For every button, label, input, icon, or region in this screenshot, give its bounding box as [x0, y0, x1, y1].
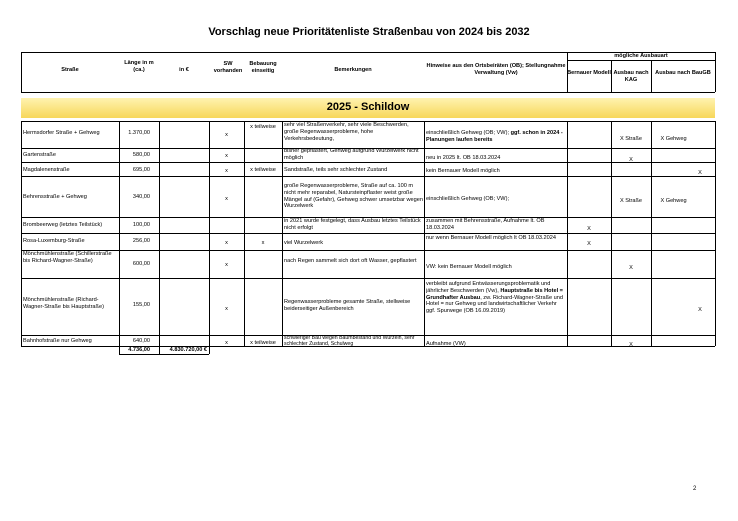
- col-header-bernauer: Bernauer Modell: [567, 70, 611, 76]
- cell-hinweise: VW: kein Bernauer Modell möglich: [426, 264, 512, 270]
- grid-vline: [651, 60, 652, 92]
- cell-bebauung: x teilweise: [250, 124, 276, 130]
- cell-laenge: 100,00: [132, 222, 150, 228]
- cell-bebauung: x teilweise: [250, 167, 276, 173]
- cell-laenge: 155,00: [132, 302, 150, 308]
- cell-baugb: X: [698, 170, 702, 176]
- cell-bemerkungen: bisher gepflastert, Gehweg aufgrund Wurzelwerk nicht möglich: [284, 148, 419, 161]
- cell-bernauer: X: [587, 226, 591, 232]
- cell-kag: X: [629, 157, 633, 163]
- cell-bemerkungen: Regenwasserprobleme gesamte Straße, stellweise beiderseitiger Außenbereich: [284, 299, 411, 312]
- cell-sw: x: [225, 262, 228, 268]
- col-header-ausbau-group: mögliche Ausbauart: [614, 53, 668, 59]
- cell-hinweise: [426, 130, 566, 148]
- cell-baugb: X Gehweg: [660, 198, 687, 204]
- hinweise-bold-text: ggf. schon in 2024 - Planungen laufen bereits: [426, 130, 563, 143]
- grid-vline: [611, 60, 612, 92]
- col-header-bebauung: Bebauung einseitig: [249, 61, 277, 74]
- cell-laenge: 580,00: [132, 152, 150, 158]
- section-title: 2025 - Schildow: [326, 101, 410, 113]
- grid-vline: [715, 52, 716, 92]
- cell-sw: x: [225, 306, 228, 312]
- col-header-sw: SW vorhanden: [213, 61, 243, 74]
- cell-laenge: 340,00: [132, 194, 150, 200]
- cell-hinweise: Aufnahme (VW): [426, 341, 466, 347]
- cell-strasse: Magdalenenstraße: [23, 167, 70, 173]
- cell-strasse: Mönchmühlenstraße (Schillerstraße bis Richard-Wagner-Straße): [23, 251, 112, 264]
- cell-strasse: Gartenstraße: [23, 152, 56, 158]
- grid-vline: [567, 52, 568, 92]
- col-header-hinweise: Hinweise aus den Ortsbeiräten (OB); Stellungnahme Verwaltung (Vw): [426, 63, 566, 76]
- cell-strasse: Mönchmühlenstraße (Richard-Wagner-Straße bis Hauptstraße): [23, 297, 104, 310]
- cell-laenge: 256,00: [132, 238, 150, 244]
- cell-strasse: Bahnhofstraße nur Gehweg: [23, 338, 92, 344]
- col-header-euro: in €: [179, 67, 189, 73]
- cell-laenge: 640,00: [132, 338, 150, 344]
- page-number: 2: [693, 486, 697, 492]
- cell-sw: x: [225, 340, 228, 346]
- cell-bemerkungen: Sandstraße, teils sehr schlechter Zustand: [284, 167, 388, 173]
- total-laenge: 4.736,00: [128, 347, 150, 353]
- cell-sw: x: [225, 132, 228, 138]
- cell-hinweise: zusammen mit Behrensstraße, Aufnahme lt. OB 18.03.2024: [426, 218, 545, 231]
- cell-strasse: Rosa-Luxemburg-Straße: [23, 238, 85, 244]
- cell-sw: x: [225, 240, 228, 246]
- grid-vline: [159, 121, 160, 354]
- cell-strasse: Brombeerweg (letztes Teilstück): [23, 222, 103, 228]
- cell-bemerkungen: sehr viel Straßenverkehr, sehr viele Beschwerden, große Regenwasserprobleme, hohe Verkehrsbedeutung,: [284, 122, 409, 142]
- cell-kag: X: [629, 265, 633, 271]
- cell-bernauer: X: [587, 241, 591, 247]
- cell-bemerkungen: schwieriger Bau wegen Baumbestand und Wurzeln, sehr schlechter Zustand, Schulweg: [284, 335, 415, 347]
- total-euro: 4.830.720,00 €: [169, 347, 207, 353]
- grid-vline: [715, 121, 716, 346]
- col-header-strasse: Straße: [61, 67, 79, 73]
- cell-kag: X: [629, 342, 633, 348]
- page-title: Vorschlag neue Prioritätenliste Straßenbau von 2024 bis 2032: [208, 26, 530, 38]
- cell-bebauung: x: [261, 240, 265, 246]
- header-bottom-border: [21, 92, 715, 93]
- col-header-bemerkungen: Bemerkungen: [334, 67, 372, 73]
- header-group-divider: [567, 60, 715, 61]
- cell-strasse: Hermsdorfer Straße + Gehweg: [23, 130, 100, 136]
- cell-bemerkungen: in 2021 wurde festgelegt, dass Ausbau letztes Teilstück nicht erfolgt: [284, 218, 421, 231]
- cell-laenge: 600,00: [132, 261, 150, 267]
- cell-bebauung: x teilweise: [250, 340, 276, 346]
- hinweise-bold-text: Hauptstraße bis Hotel = Grundhafter Ausbau: [426, 287, 563, 301]
- cell-sw: x: [225, 153, 228, 159]
- cell-baugb: X Gehweg: [660, 136, 687, 142]
- cell-bemerkungen: viel Wurzelwerk: [284, 240, 324, 246]
- cell-hinweise: neu in 2025 lt. OB 18.03.2024: [426, 155, 501, 161]
- row-line: [21, 250, 715, 251]
- cell-baugb: X: [698, 307, 702, 313]
- cell-sw: x: [225, 168, 228, 174]
- row-line: [21, 278, 715, 279]
- cell-laenge: 695,00: [132, 167, 150, 173]
- grid-vline: [21, 52, 22, 92]
- row-line: [21, 233, 715, 234]
- cell-laenge: 1.370,00: [128, 130, 150, 136]
- cell-kag: X Straße: [619, 136, 643, 142]
- col-header-laenge: Länge in m (ca.): [124, 60, 154, 73]
- col-header-kag: Ausbau nach KAG: [613, 70, 649, 83]
- cell-bemerkungen: nach Regen sammelt sich dort oft Wasser, gepflastert: [284, 258, 417, 264]
- hinweise-tail-text: , zw. Richard-Wagner-Straße und Hotel = nur Gehweg und landwirtschaftlicher Verkehr ggf. Spurwege (OB 16.09.2019): [426, 294, 563, 315]
- row-line: [21, 176, 715, 177]
- cell-hinweise: einschließlich Gehweg (OB; VW);: [426, 196, 509, 202]
- cell-hinweise: nur wenn Bernauer Modell möglich lt OB 18.03.2024: [426, 235, 556, 241]
- cell-sw: x: [225, 196, 228, 202]
- cell-bemerkungen: große Regenwasserprobleme, Straße auf ca. 100 m nicht mehr reparabel, Natursteinpflaster weist große Mängel auf (Gefahr), Gehweg schwer umsetzbar wegen Wurzelwerk: [284, 183, 423, 210]
- col-header-baugb: Ausbau nach BauGB: [655, 70, 711, 76]
- cell-hinweise: [426, 281, 566, 335]
- hinweise-text: einschließlich Gehweg (OB; VW);: [426, 130, 511, 136]
- cell-kag: X Straße: [619, 198, 643, 204]
- cell-hinweise: kein Bernauer Modell möglich: [426, 168, 500, 174]
- cell-strasse: Behrensstraße + Gehweg: [23, 194, 87, 200]
- hinweise-text: verbleibt aufgrund Entwässerungsproblematik und jährlicher Beschwerden (Vw),: [426, 281, 551, 294]
- totals-bottom-line: [119, 354, 209, 355]
